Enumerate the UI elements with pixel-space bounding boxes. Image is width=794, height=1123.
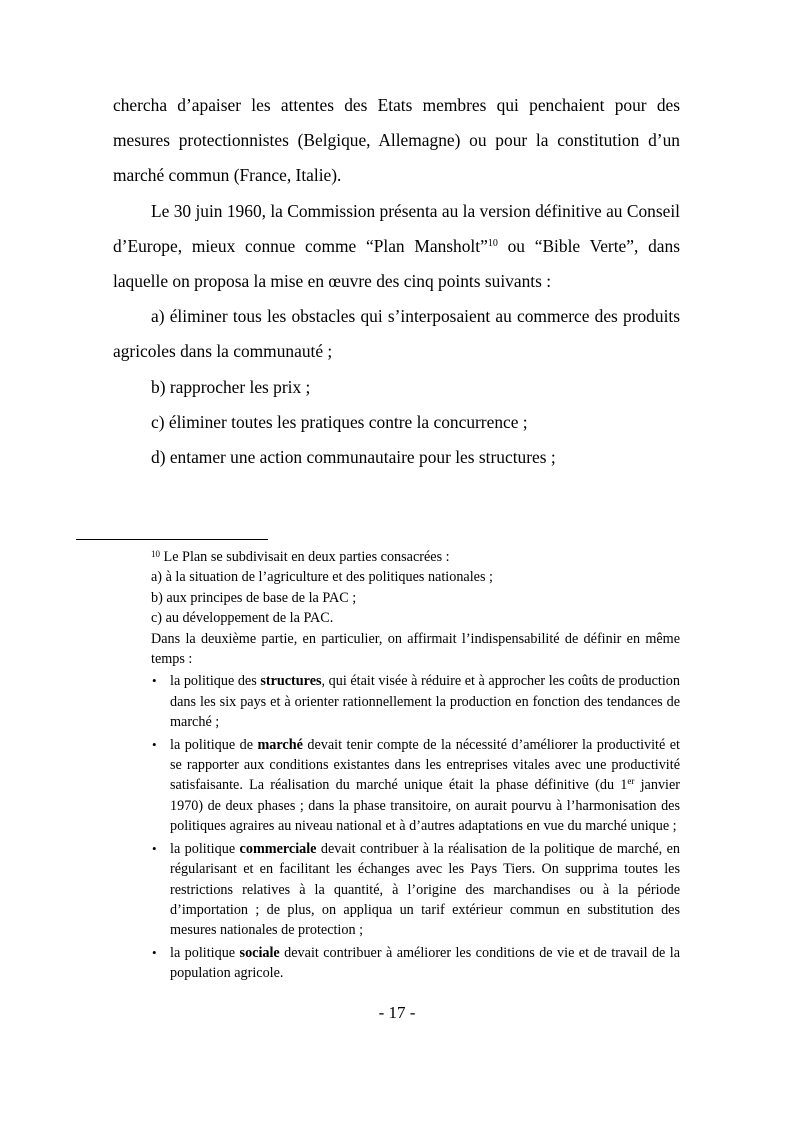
main-body [113,88,680,475]
bullet-icon: • [152,736,157,752]
bullet-icon: • [152,673,157,689]
list-item-b: b) rapprocher les prix ; [151,376,311,397]
bullet-text-post: devait contribuer à la réalisation de la politique de marché, en régularisant et en facilitant les échanges avec les Pays Tiers. On supprima toutes les restrictions relatives à la quantité, à l’origine des marchandises ou à la période d’importation ; de plus, on appliqua un tarif extérieur commun en substitution des mesures nationales de protection ; [170,840,680,939]
list-item-d: d) entamer une action communautaire pour les structures ; [151,447,556,468]
footnote-part-b: b) aux principes de base de la PAC ; [151,589,357,606]
footnote-part-c: c) au développement de la PAC. [151,610,334,627]
bullet-keyword: structures [260,673,322,690]
paragraph-text-start: Le 30 juin 1960, la Commission présenta au la version définitive au Conseil d’Europe, mieux connue comme “Plan Mansholt” [113,200,680,256]
bullet-keyword: sociale [239,944,280,961]
footnote-second-part: Dans la deuxième partie, en particulier, on affirmait l’indispensabilité de définir en même temps : [151,630,680,668]
ordinal-superscript: er [627,776,635,787]
footnote-separator [76,539,268,540]
bullet-structures [151,671,680,732]
bullet-icon: • [152,840,157,856]
bullet-text-pre: la politique [170,840,240,857]
bullet-text-post-2: janvier 1970) de deux phases ; dans la phase transitoire, on aurait pourvu à l’harmonisation des politiques agraires au niveau national et à d’autres adaptations en vue du marché unique ; [170,777,680,835]
list-item-c: c) éliminer toutes les pratiques contre la concurrence ; [151,411,528,432]
bullet-commerciale [151,839,680,941]
paragraph-continuation: chercha d’apaiser les attentes des Etats membres qui penchaient pour des mesures protectionnistes (Belgique, Allemagne) ou pour la constitution d’un marché commun (France, Italie). [113,95,680,186]
bullet-text-post: , qui était visée à réduire et à approcher les coûts de production dans les six pays et à orienter rationnellement la production en fonction des tendances de marché ; [170,673,680,731]
paragraph-text-end: ou “Bible Verte”, dans laquelle on proposa la mise en œuvre des cinq points suivants : [113,235,680,292]
footnote-part-a: a) à la situation de l’agriculture et des politiques nationales ; [151,569,493,586]
bullet-text-pre: la politique [170,944,240,961]
list-item-a: a) éliminer tous les obstacles qui s’interposaient au commerce des produits agricoles dans la communauté ; [113,306,680,362]
bullet-icon: • [152,944,157,960]
footnote-10 [151,547,680,986]
bullet-marche [151,735,680,837]
page-number: - 17 - [378,1003,416,1022]
bullet-sociale [151,943,680,984]
bullet-text-pre: la politique de [170,736,258,753]
footnote-intro-text: Le Plan se subdivisait en deux parties consacrées : [160,549,450,565]
footnote-bullet-list [151,671,680,983]
footnote-intro [151,547,680,567]
bullet-text-post: devait contribuer à améliorer les conditions de vie et de travail de la population agricole. [170,944,680,982]
bullet-keyword: marché [257,736,303,753]
paragraph-plan-mansholt [113,194,680,300]
bullet-text-pre: la politique des [170,673,261,690]
bullet-keyword: commerciale [239,840,317,857]
footnote-reference[interactable]: 10 [487,237,498,249]
footnote-number: 10 [151,549,160,559]
bullet-text-post: devait tenir compte de la nécessité d’améliorer la productivité et se rapporter aux conditions existantes dans les entreprises vitales avec une productivité satisfaisante. La réalisation du marché unique était la phase définitive (du 1 [170,736,680,794]
